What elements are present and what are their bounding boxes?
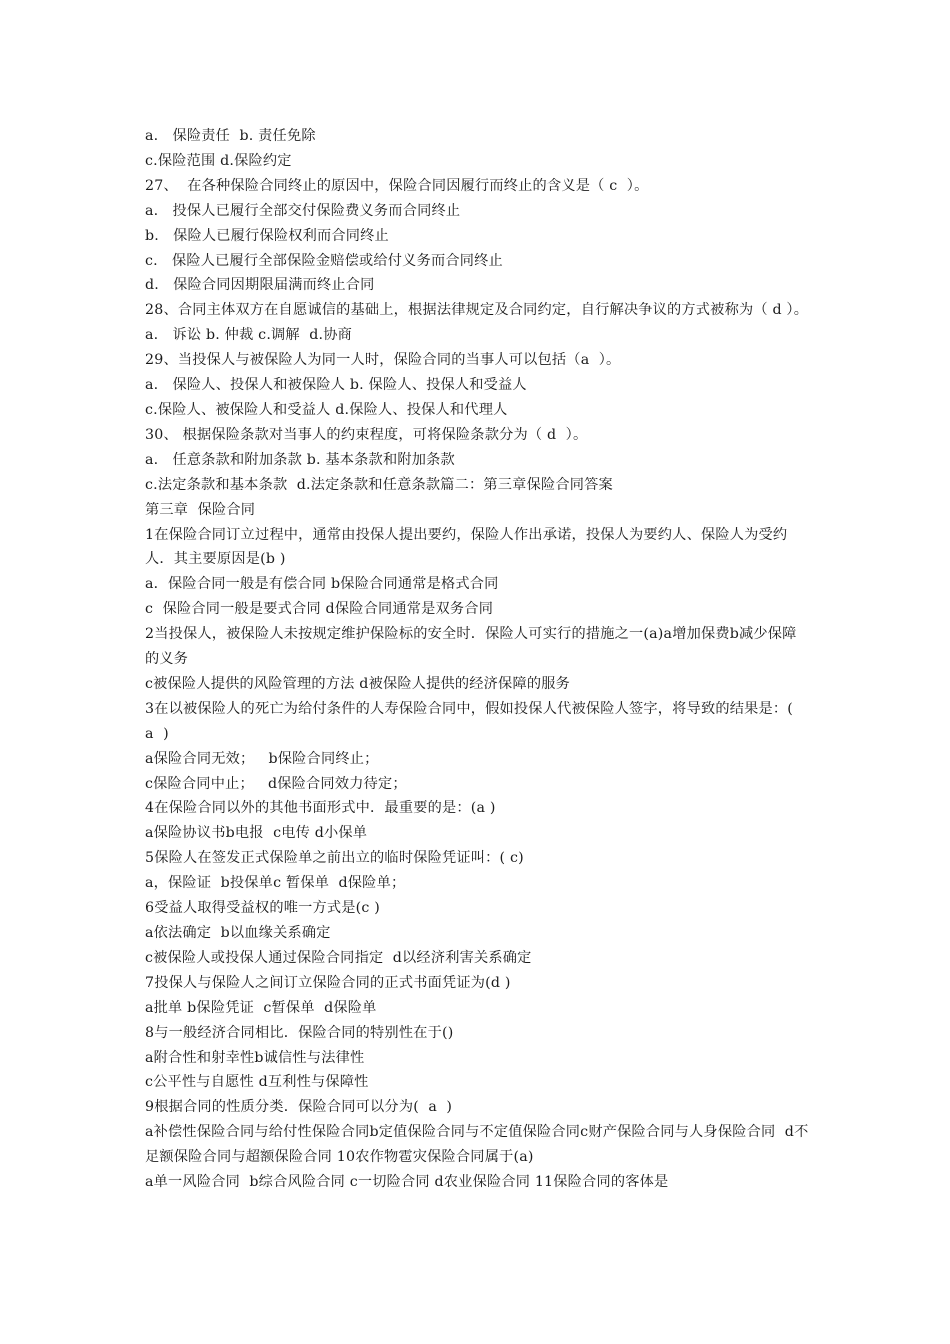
text-line: a. 保险人、投保人和被保险人 b. 保险人、投保人和受益人	[145, 377, 527, 394]
text-line: a，保险证 b投保单c 暂保单 d保险单；	[145, 875, 406, 892]
text-line: 1在保险合同订立过程中，通常由投保人提出要约，保险人作出承诺，投保人为要约人、保险人为受约人．其主要原因是(b )	[145, 526, 788, 568]
text-line: 27、 在各种保险合同终止的原因中，保险合同因履行而终止的含义是（ c ）。	[145, 177, 649, 194]
text-line: a补偿性保险合同与给付性保险合同b定值保险合同与不定值保险合同c财产保险合同与人身保险合同 d不足额保险合同与超额保险合同 10农作物雹灾保险合同属于(a)	[145, 1124, 809, 1166]
text-line: a保险合同无效； b保险合同终止；	[145, 750, 379, 767]
text-line: c.法定条款和基本条款 d.法定条款和任意条款篇二：第三章保险合同答案	[145, 476, 613, 493]
text-line: 30、 根据保险条款对当事人的约束程度，可将保险条款分为（ d ）。	[145, 426, 588, 443]
text-line: c被保险人或投保人通过保险合同指定 d以经济利害关系确定	[145, 949, 532, 966]
text-line: c. 保险人已履行全部保险金赔偿或给付义务而合同终止	[145, 252, 503, 269]
text-line: 4在保险合同以外的其他书面形式中．最重要的是：(a )	[145, 800, 496, 817]
text-line: a批单 b保险凭证 c暂保单 d保险单	[145, 999, 377, 1016]
text-line: a. 诉讼 b. 仲裁 c.调解 d.协商	[145, 327, 352, 344]
text-line: c.保险人、被保险人和受益人 d.保险人、投保人和代理人	[145, 401, 508, 418]
text-line: c公平性与自愿性 d互利性与保障性	[145, 1074, 369, 1091]
document-body	[145, 124, 810, 1195]
text-line: b. 保险人已履行保险权利而合同终止	[145, 227, 389, 244]
text-line: a依法确定 b以血缘关系确定	[145, 925, 331, 941]
text-line: 8与一般经济合同相比．保险合同的特别性在于()	[145, 1024, 454, 1041]
text-line: a. 保险责任 b. 责任免除	[145, 128, 316, 144]
text-line: 28、合同主体双方在自愿诚信的基础上，根据法律规定及合同约定，自行解决争议的方式被称为（ d ）。	[145, 302, 809, 319]
text-line: a保险协议书b电报 c电传 d小保单	[145, 825, 368, 842]
text-line: a．保险合同一般是有偿合同 b保险合同通常是格式合同	[145, 576, 499, 593]
text-line: 5保险人在签发正式保险单之前出立的临时保险凭证叫：( c)	[145, 850, 524, 867]
text-line: c.保险范围 d.保险约定	[145, 152, 292, 169]
text-line: 2当投保人，被保险人未按规定维护保险标的安全时．保险人可实行的措施之一(a)a增加保费b减少保障的义务	[145, 626, 797, 668]
text-line: c保险合同中止； d保险合同效力待定；	[145, 775, 407, 792]
text-line: 7投保人与保险人之间订立保险合同的正式书面凭证为(d )	[145, 974, 511, 991]
section-heading: 第三章 保险合同	[145, 501, 256, 518]
text-line: 6受益人取得受益权的唯一方式是(c )	[145, 900, 380, 917]
text-line: a. 投保人已履行全部交付保险费义务而合同终止	[145, 202, 461, 219]
text-line: c被保险人提供的风险管理的方法 d被保险人提供的经济保障的服务	[145, 675, 570, 692]
text-line: 3在以被保险人的死亡为给付条件的人寿保险合同中，假如投保人代被保险人签字，将导致的结果是：( a )	[145, 700, 803, 742]
text-line: a单一风险合同 b综合风险合同 c一切险合同 d农业保险合同 11保险合同的客体是	[145, 1174, 669, 1191]
text-line: c 保险合同一般是要式合同 d保险合同通常是双务合同	[145, 601, 494, 618]
text-line: 29、当投保人与被保险人为同一人时，保险合同的当事人可以包括（a ）。	[145, 352, 621, 369]
text-line: d. 保险合同因期限届满而终止合同	[145, 277, 375, 294]
text-line: a附合性和射幸性b诚信性与法律性	[145, 1049, 365, 1066]
text-line: 9根据合同的性质分类．保险合同可以分为( a )	[145, 1099, 453, 1116]
text-line: a. 任意条款和附加条款 b. 基本条款和附加条款	[145, 451, 455, 468]
